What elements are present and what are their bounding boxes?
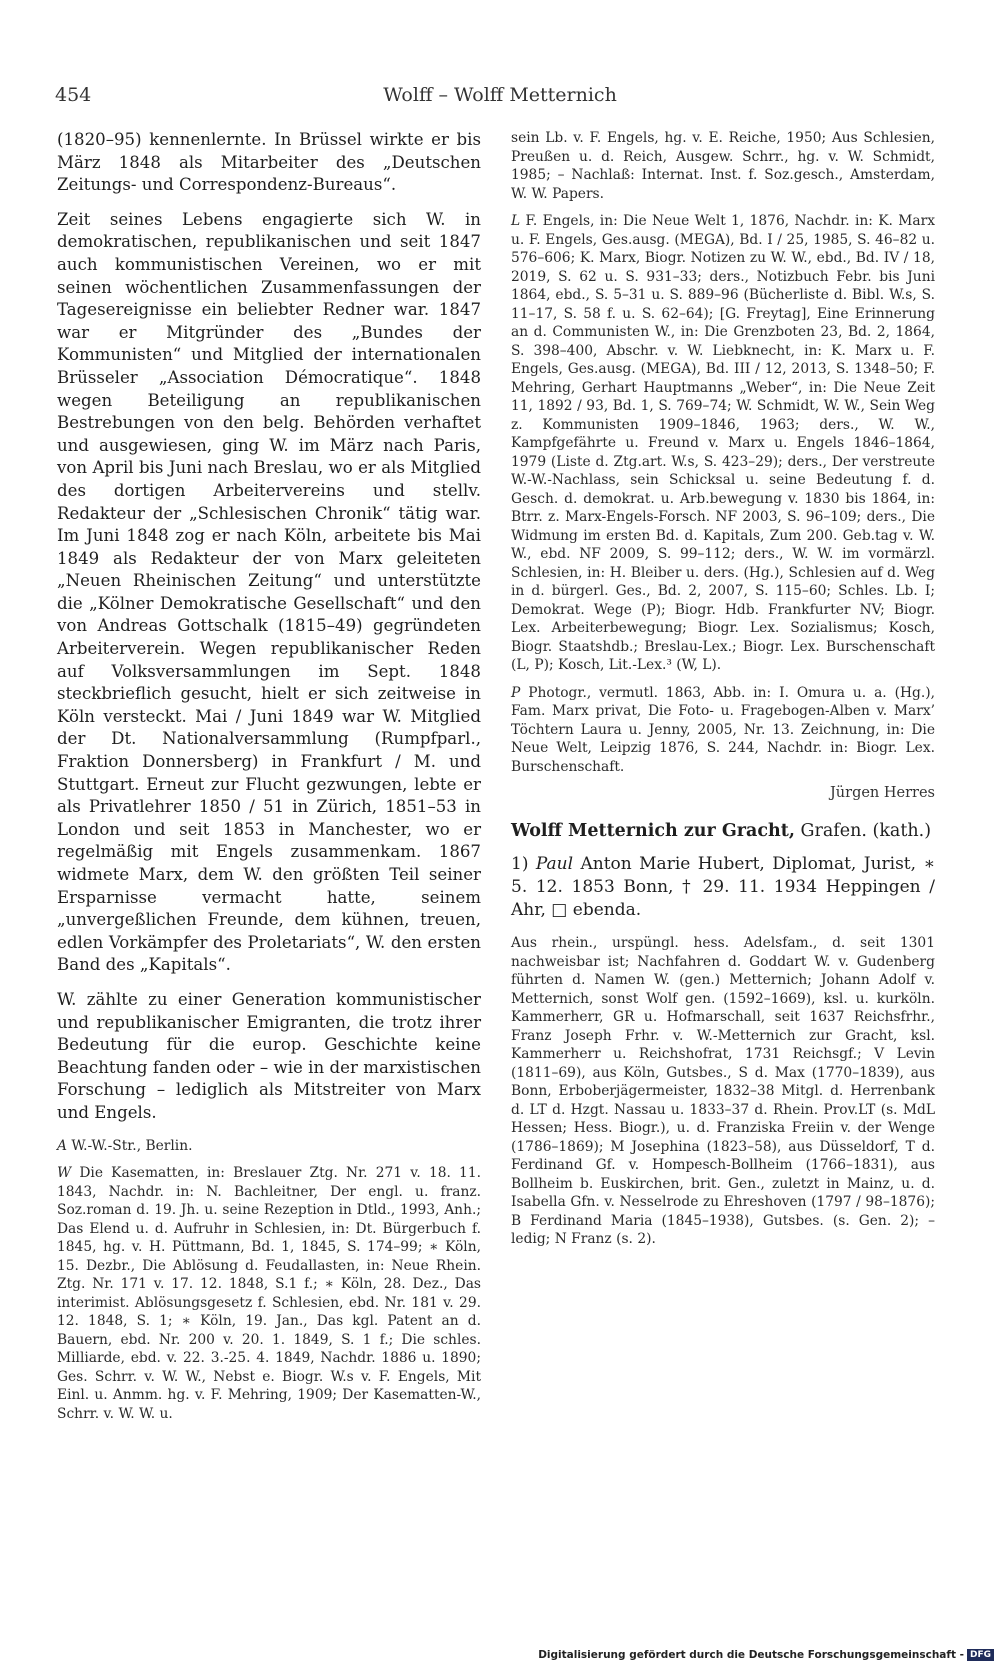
w-section-continued: sein Lb. v. F. Engels, hg. v. E. Reiche, 1950; Aus Schlesien, Preußen u. d. Reich, Ausgew. Schrr., hg. v. W. Schmidt, 1985; – Nachlaß: Internat. Inst. f. Soz.gesch., Amsterdam, W. W. Papers.: [511, 130, 935, 202]
body-paragraph-3: W. zählte zu einer Generation kommunistischer und republikanischer Emigranten, die trotz ihrer Bedeutung für die europ. Geschichte keine Beachtung fanden oder – wie in der marxistischen Forschung – lediglich als Mitstreiter von Marx und Engels.: [57, 989, 481, 1122]
a-label: A: [57, 1137, 67, 1154]
a-text: W.-W.-Str., Berlin.: [71, 1137, 193, 1154]
w-label: W: [57, 1165, 72, 1182]
p-label: P: [511, 684, 521, 701]
body-paragraph-2: Zeit seines Lebens engagierte sich W. in demokratischen, republikanischen und seit 1847 auch kommunistischen Vereinen, wo er mit seinen wöchentlichen Zusammenfassungen der Tagesereignisse ein beliebter Redner war. 1847 war er Mitgründer des „Bundes der Kommunisten“ und Mitglied der internationalen Brüsseler „Association Démocratique“. 1848 wegen Beteiligung an republikanischen Bestrebungen von den belg. Behörden verhaftet und ausgewiesen, ging W. im März nach Paris, von April bis Juni nach Breslau, wo er als Mitglied des dortigen Arbeitervereins und stellv. Redakteur der „Schlesischen Chronik“ tätig war. Im Juni 1848 zog er nach Köln, arbeitete bis Mai 1849 als Redakteur der von Marx geleiteten „Neuen Rheinischen Zeitung“ und unterstützte die „Kölner Demokratische Gesellschaft“ und den von Andreas Gottschalk (1815–49) gegründeten Arbeiterverein. Wegen republikanischer Reden auf Volksversammlungen im Sept. 1848 steckbrieflich gesucht, hielt er sich zeitweise in Köln versteckt. Mai / Juni 1849 war W. Mitglied der Dt. Nationalversammlung (Rumpfparl., Fraktion Donnersberg) in Frankfurt / M. und Stuttgart. Erneut zur Flucht gezwungen, lebte er als Privatlehrer 1850 / 51 in Zürich, 1851–53 in London und seit 1853 in Manchester, wo er regelmäßig mit Engels zusammenkam. 1867 widmete Marx, dem W. den größten Teil seiner Ersparnisse vermacht hatte, seinem „unvergeßlichen Freunde, dem kühnen, treuen, edlen Vorkämpfer des Proletariats“, W. den ersten Band des „Kapitals“.: [57, 209, 481, 975]
person-heading: [511, 853, 935, 922]
l-text: F. Engels, in: Die Neue Welt 1, 1876, Nachdr. in: K. Marx u. F. Engels, Ges.ausg. (MEGA), Bd. I / 25, 1985, S. 46–82 u. 576–606; K. Marx, Biogr. Notizen zu W. W., ebd., Bd. IV / 18, 2019, S. 62 u. S. 931–33; ders., Notizbuch Febr. bis Juni 1864, ebd., S. 5–31 u. S. 889–96 (Bücherliste d. Bibl. W.s, S. 11–17, S. 58 f. u. S. 62–64); [G. Freytag], Eine Erinnerung an d. Communisten W., in: Die Grenzboten 23, Bd. 2, 1864, S. 398–400, Abschr. v. W. Liebknecht, in: K. Marx u. F. Engels, Ges.ausg. (MEGA), Bd. III / 12, 2013, S. 1348–50; F. Mehring, Gerhart Hauptmanns „Weber“, in: Die Neue Zeit 11, 1892 / 93, Bd. 1, S. 769–74; W. Schmidt, W. W., Sein Weg z. Kommunisten 1909–1846, 1963; ders., W. W., Kampfgefährte u. Freund v. Marx u. Engels 1846–1864, 1979 (Liste d. Ztg.art. W.s, S. 423–29); ders., Der verstreute W.-W.-Nachlass, sein Schicksal u. seine Bedeutung f. d. Gesch. d. demokrat. u. Arb.bewegung v. 1830 bis 1864, in: Btrr. z. Marx-Engels-Forsch. NF 2003, S. 96–109; ders., Die Widmung im ersten Bd. d. Kapitals, Zum 200. Geb.tag v. W. W., ebd. NF 2009, S. 99–112; ders., W. W. im vormärzl. Schlesien, in: H. Bleiber u. ders. (Hg.), Schlesien auf d. Weg in d. bürgerl. Ges., Bd. 2, 2007, S. 115–60; Schles. Lb. I; Demokrat. Wege (P); Biogr. Hdb. Frankfurter NV; Biogr. Lex. Arbeiterbewegung; Biogr. Lex. Sozialismus; Kosch, Biogr. Staatshdb.; Breslau-Lex.; Biogr. Lex. Burschenschaft (L, P); Kosch, Lit.-Lex.³ (W, L).: [511, 213, 935, 673]
w-section: [57, 1164, 481, 1423]
entry-heading: [511, 819, 935, 843]
l-section: [511, 212, 935, 675]
funding-footer: [538, 1649, 994, 1661]
entry-heading-rest: Grafen. (kath.): [800, 821, 932, 841]
author-signature: Jürgen Herres: [829, 785, 935, 801]
page-header: [55, 84, 945, 110]
p-text: Photogr., vermutl. 1863, Abb. in: I. Omura u. a. (Hg.), Fam. Marx privat, Die Foto- u. Fragebogen-Alben v. Marx’ Töchtern Laura u. Jenny, 2005, Nr. 13. Zeichnung, in: Die Neue Welt, Leipzig 1876, S. 244, Nachdr. in: Biogr. Lex. Burschenschaft.: [511, 684, 935, 775]
person-number: 1): [511, 854, 529, 874]
a-section: [57, 1137, 481, 1156]
dfg-logo: DFG: [967, 1649, 994, 1661]
person-given-name: Paul: [535, 854, 574, 874]
p-section: [511, 684, 935, 777]
right-column: [511, 129, 935, 1258]
genealogy-paragraph: Aus rhein., urspüngl. hess. Adelsfam., d. seit 1301 nachweisbar ist; Nachfahren d. Goddart W. v. Gudenberg führten d. Namen W. (gen.) Metternich; Johann Adolf v. Metternich, sonst Wolf gen. (1592–1669), ksl. u. kurköln. Kammerherr, GR u. Hofmarschall, seit 1637 Reichsfrhr., Franz Joseph Frhr. v. W.-Metternich zur Gracht, ksl. Kammerherr u. Reichshofrat, 1731 Reichsgf.; V Levin (1811–69), aus Köln, Gutsbes., S d. Max (1770–1839), aus Bonn, Erboberjägermeister, 1832–38 Mitgl. d. Herrenbank d. LT d. Hzgt. Nassau u. 1833–37 d. Rhein. Prov.LT (s. MdL Hessen; Hess. Biogr.), u. d. Franziska Freiin v. der Wenge (1786–1869); M Josephina (1823–58), aus Düsseldorf, T d. Ferdinand Gf. v. Hompesch-Bollheim (1766–1831), aus Bollheim b. Euskirchen, brit. Gen., zuletzt in Mainz, u. d. Isabella Gfn. v. Nesselrode zu Ehreshoven (1797 / 98–1876); B Ferdinand Maria (1845–1938), Gutsbes. (s. Gen. 2); – ledig; N Franz (s. 2).: [511, 935, 935, 1247]
w-text: Die Kasematten, in: Breslauer Ztg. Nr. 271 v. 18. 11. 1843, Nachdr. in: N. Bachleitner, Der engl. u. franz. Soz.roman d. 19. Jh. u. seine Rezeption in Dtld., 1993, Anh.; Das Elend u. d. Aufruhr in Schlesien, in: Dt. Bürgerbuch f. 1845, hg. v. H. Püttmann, Bd. 1, 1845, S. 174–99; ∗ Köln, 15. Dezbr., Die Ablösung d. Feudallasten, in: Neue Rhein. Ztg. Nr. 171 v. 17. 12. 1848, S.1 f.; ∗ Köln, 28. Dez., Das interimist. Ablösungsgesetz f. Schlesien, ebd. Nr. 181 v. 29. 12. 1848, S. 1; ∗ Köln, 19. Jan., Das kgl. Patent an d. Bauern, ebd. Nr. 200 v. 20. 1. 1849, S. 1 f.; Die schles. Milliarde, ebd. v. 22. 3.-25. 4. 1849, Nachdr. 1886 u. 1890; Ges. Schrr. v. W. W., Nebst e. Biogr. W.s v. F. Engels, Mit Einl. u. Anmm. hg. v. F. Mehring, 1909; Der Kasematten-W., Schrr. v. W. W. u.: [57, 1165, 481, 1422]
entry-heading-bold: Wolff Metternich zur Gracht,: [511, 821, 795, 841]
page-number: 454: [55, 84, 92, 106]
body-paragraph-1: (1820–95) kennenlernte. In Brüssel wirkte er bis März 1848 als Mitarbeiter des „Deutschen Zeitungs- und Correspondenz-Bureaus“.: [57, 130, 481, 195]
running-title: Wolff – Wolff Metternich: [383, 84, 617, 106]
l-label: L: [511, 213, 521, 229]
person-details: Anton Marie Hubert, Diplomat, Jurist, ∗ 5. 12. 1853 Bonn, † 29. 11. 1934 Heppingen / Ahr, □ ebenda.: [511, 854, 936, 920]
footer-text: Digitalisierung gefördert durch die Deutsche Forschungsgemeinschaft -: [538, 1649, 964, 1661]
left-column: [57, 129, 481, 1432]
